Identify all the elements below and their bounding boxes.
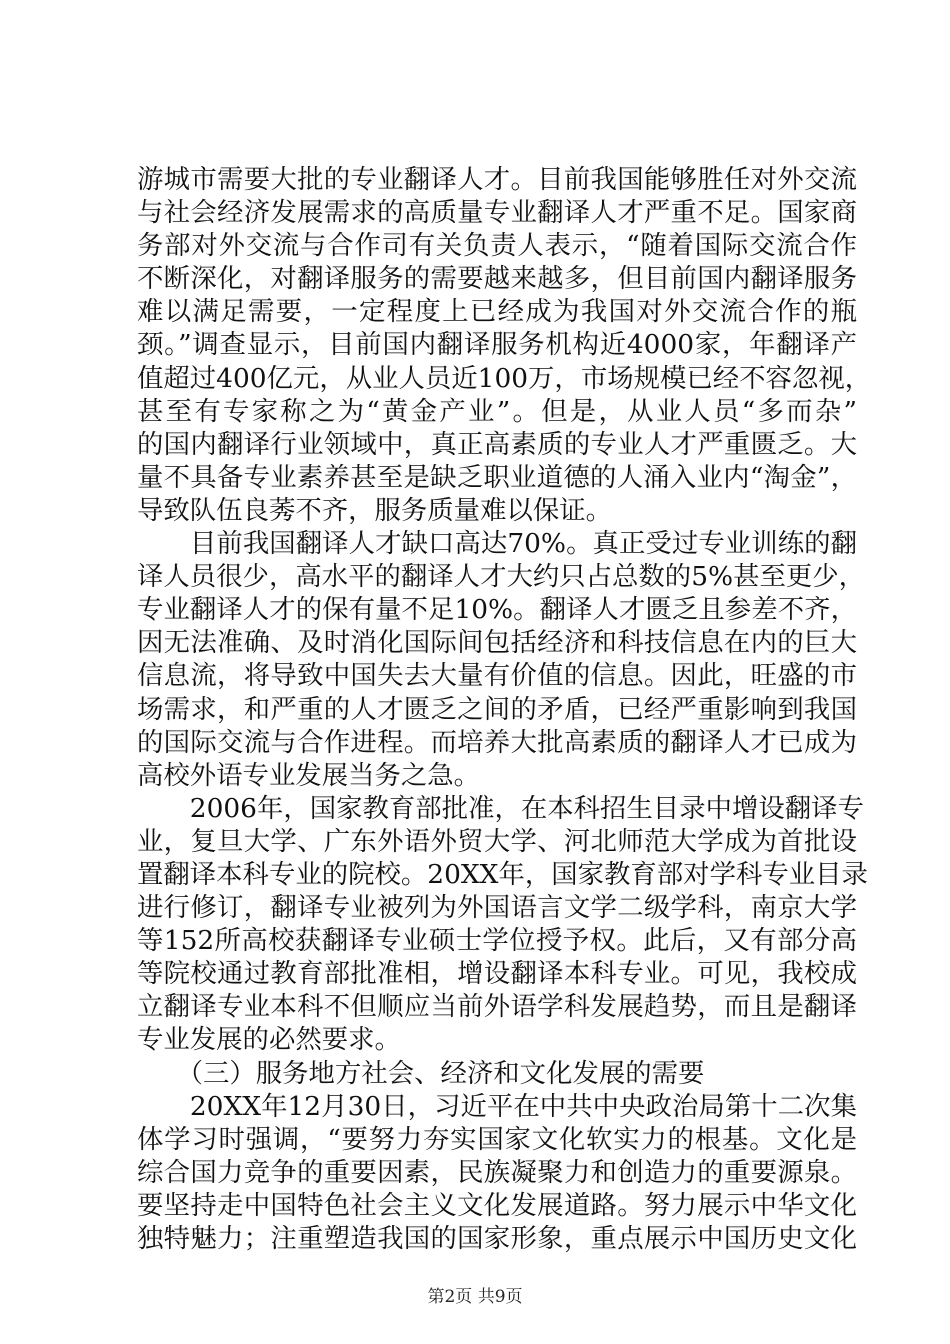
text-line: 综合国力竞争的重要因素，民族凝聚力和创造力的重要源泉。 [137, 1156, 857, 1188]
text-line: 与社会经济发展需求的高质量专业翻译人才严重不足。国家商 [137, 197, 857, 229]
text-line: 务部对外交流与合作司有关负责人表示，“随着国际交流合作 [137, 230, 857, 262]
text-line: 的国内翻译行业领域中，真正高素质的专业人才严重匮乏。大 [137, 428, 857, 460]
text-line: 20XX年12月30日，习近平在中共中央政治局第十二次集 [137, 1090, 857, 1122]
text-line: 甚至有专家称之为“黄金产业”。但是，从业人员“多而杂” [137, 395, 857, 427]
text-line: 等152所高校获翻译专业硕士学位授予权。此后，又有部分高 [137, 925, 857, 957]
section-heading: （三）服务地方社会、经济和文化发展的需要 [137, 1057, 705, 1089]
text-line: 场需求，和严重的人才匮乏之间的矛盾，已经严重影响到我国 [137, 693, 857, 725]
text-line: 体学习时强调，“要努力夯实国家文化软实力的根基。文化是 [137, 1123, 857, 1155]
text-line: 专业发展的必然要求。 [137, 1024, 401, 1056]
text-line: 量不具备专业素养甚至是缺乏职业道德的人涌入业内“淘金”， [137, 461, 857, 493]
page-footer [0, 1286, 950, 1308]
text-line: 要坚持走中国特色社会主义文化发展道路。努力展示中华文化 [137, 1189, 857, 1221]
text-line: 业，复旦大学、广东外语外贸大学、河北师范大学成为首批设 [137, 825, 857, 857]
text-line: 因无法准确、及时消化国际间包括经济和科技信息在内的巨大 [137, 627, 857, 659]
text-line: 独特魅力；注重塑造我国的国家形象，重点展示中国历史文化 [137, 1223, 857, 1254]
text-line: 的国际交流与合作进程。而培养大批高素质的翻译人才已成为 [137, 726, 857, 758]
text-line: 立翻译专业本科不但顺应当前外语学科发展趋势，而且是翻译 [137, 991, 857, 1023]
text-line: 游城市需要大批的专业翻译人才。目前我国能够胜任对外交流 [137, 164, 857, 195]
text-line: 颈。”调查显示，目前国内翻译服务机构近4000家，年翻译产 [137, 329, 857, 361]
text-line: 值超过400亿元，从业人员近100万，市场规模已经不容忽视， [137, 362, 872, 394]
page-number-label: 第2页 共9页 [427, 1287, 523, 1307]
text-line: 导致队伍良莠不齐，服务质量难以保证。 [137, 494, 613, 526]
text-line: 等院校通过教育部批准相，增设翻译本科专业。可见，我校成 [137, 958, 857, 990]
body-text [137, 163, 872, 1255]
text-line: 译人员很少，高水平的翻译人才大约只占总数的5%甚至更少， [137, 561, 866, 593]
text-line: 专业翻译人才的保有量不足10%。翻译人才匮乏且参差不齐， [137, 594, 857, 626]
text-line: 置翻译本科专业的院校。20XX年，国家教育部对学科专业目录 [137, 858, 868, 890]
text-line: 进行修订，翻译专业被列为外国语言文学二级学科，南京大学 [137, 892, 857, 924]
text-line: 信息流，将导致中国失去大量有价值的信息。因此，旺盛的市 [137, 660, 857, 692]
text-line: 高校外语专业发展当务之急。 [137, 759, 481, 791]
text-line: 2006年，国家教育部批准，在本科招生目录中增设翻译专 [137, 792, 864, 824]
text-line: 不断深化，对翻译服务的需要越来越多，但目前国内翻译服务 [137, 263, 857, 295]
text-line: 目前我国翻译人才缺口高达70%。真正受过专业训练的翻 [137, 528, 857, 560]
text-line: 难以满足需要，一定程度上已经成为我国对外交流合作的瓶 [137, 296, 857, 328]
